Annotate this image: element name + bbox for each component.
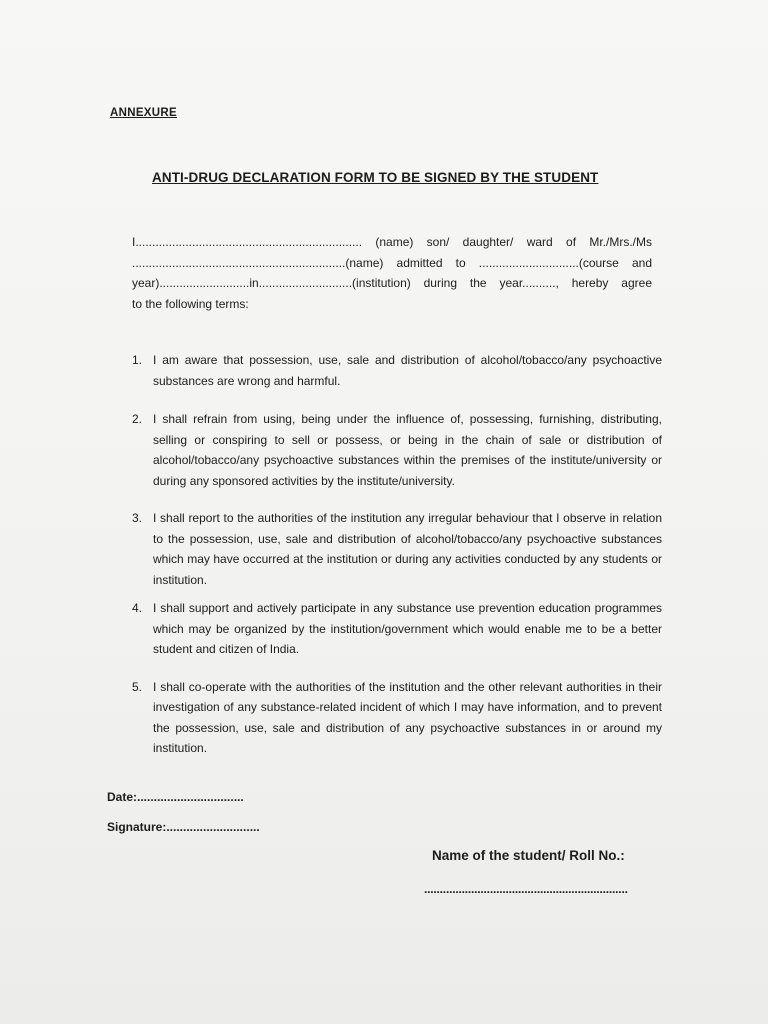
term-text: I shall report to the authorities of the institution any irregular behaviour that I observe in relation to the possession, use, sale and distribution of alcohol/tobacco/any psychoactive substances which may have occurred at the institution or during any activities conducted by any students or institution. xyxy=(153,511,662,587)
form-title: ANTI-DRUG DECLARATION FORM TO BE SIGNED BY THE STUDENT xyxy=(152,170,599,185)
term-number: 5. xyxy=(132,679,143,694)
intro-line: I.................................................................... (name) son/ daughter/ ward of Mr./Mrs./Ms xyxy=(132,235,652,249)
intro-line: year)...........................in............................(institution) during the year.........., hereby agree xyxy=(132,276,652,290)
terms-list xyxy=(132,350,662,759)
term-text: I shall co-operate with the authorities of the institution and the other relevant authorities in their investigation of any substance-related incident of which I may have information, and to prevent the possession, use, sale and distribution of any psychoactive substances in or around my institution. xyxy=(153,679,662,755)
term-number: 1. xyxy=(132,353,143,367)
term-item xyxy=(132,598,662,660)
term-number: 2. xyxy=(132,412,143,426)
term-number: 4. xyxy=(132,601,143,615)
intro-paragraph xyxy=(132,232,652,314)
term-item xyxy=(132,409,662,491)
term-item xyxy=(132,350,662,391)
signature-field: Signature:............................ xyxy=(107,820,260,834)
date-field: Date:................................ xyxy=(107,790,244,804)
term-number: 3. xyxy=(132,511,143,525)
term-text: I shall refrain from using, being under the influence of, possessing, furnishing, distributing, selling or conspiring to sell or possess, or being in the chain of sale or distribution of alcohol/tobacco/any psychoactive substances within the premises of the institute/university or during any sponsored activities by the institute/university. xyxy=(153,412,662,488)
annexure-heading: ANNEXURE xyxy=(110,107,177,119)
intro-line: to the following terms: xyxy=(132,296,249,311)
term-text: I shall support and actively participate in any substance use prevention education programmes which may be organized by the institution/government which would enable me to be a better student and citizen of India. xyxy=(153,601,662,656)
term-text: I am aware that possession, use, sale and distribution of alcohol/tobacco/any psychoactive substances are wrong and harmful. xyxy=(153,353,662,388)
term-item xyxy=(132,508,662,590)
term-item xyxy=(132,677,662,759)
name-roll-label: Name of the student/ Roll No.: xyxy=(432,848,625,863)
name-roll-field: ................................................................. xyxy=(424,882,628,896)
intro-line: ................................................................(name) admitted to ..............................(course and xyxy=(132,255,652,270)
